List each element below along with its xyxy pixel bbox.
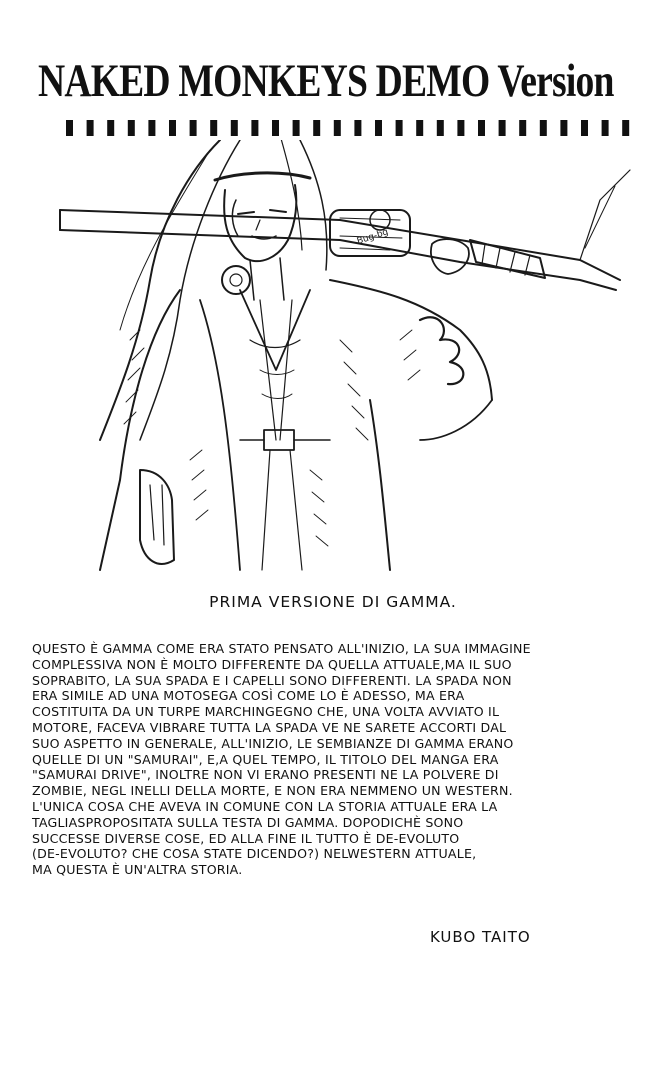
tick-mark (251, 120, 258, 136)
tick-mark (210, 120, 217, 136)
tick-mark (519, 120, 526, 136)
tick-mark (437, 120, 444, 136)
tick-mark (231, 120, 238, 136)
tick-mark (602, 120, 609, 136)
hair (100, 140, 220, 440)
tick-mark (499, 120, 506, 136)
tick-mark (272, 120, 279, 136)
author-signature: KUBO TAITO (430, 928, 531, 946)
sword-blade (60, 210, 620, 280)
tick-mark (457, 120, 464, 136)
decorative-tick-row (66, 117, 646, 141)
glove (140, 470, 174, 564)
belt-buckle (264, 430, 294, 450)
face (224, 185, 296, 261)
tick-mark (540, 120, 547, 136)
tick-mark (581, 120, 588, 136)
tick-mark (293, 120, 300, 136)
sword-engraving: Bug-bg (355, 227, 390, 247)
tick-mark (107, 120, 114, 136)
tick-mark (169, 120, 176, 136)
tick-mark (190, 120, 197, 136)
page-title: NAKED MONKEYS DEMO Version (38, 55, 614, 107)
character-sketch (40, 140, 640, 572)
headband (215, 173, 310, 180)
tick-mark (87, 120, 94, 136)
tick-mark (313, 120, 320, 136)
hand (431, 239, 469, 274)
tick-mark (622, 120, 629, 136)
tick-mark (334, 120, 341, 136)
tick-mark (416, 120, 423, 136)
tick-mark (375, 120, 382, 136)
gamma-sketch-illustration (40, 140, 640, 572)
tick-mark (560, 120, 567, 136)
tick-mark (66, 120, 73, 136)
tick-mark (128, 120, 135, 136)
tick-mark (354, 120, 361, 136)
illustration-caption: PRIMA VERSIONE DI GAMMA. (209, 593, 457, 611)
tick-marks-graphic (66, 117, 646, 141)
tick-mark (478, 120, 485, 136)
tick-mark (396, 120, 403, 136)
body-paragraph: QUESTO È GAMMA COME ERA STATO PENSATO ALL'INIZIO, LA SUA IMMAGINE COMPLESSIVA NON È MOLTO DIFFERENTE DA QUELLA ATTUALE,MA IL SUO SOPRABITO, LA SUA SPADA E I CAPELLI SONO DIFFERENTI. LA SPADA NON ERA SIMILE AD UNA MOTOSEGA COSÌ COME LO È ADESSO, MA ERA COSTITUITA DA UN TURPE MARCHINGEGNO CHE, UNA VOLTA AVVIATO IL MOTORE, FACEVA VIBRARE TUTTA LA SPADA VE NE SARETE ACCORTI DAL SUO ASPETTO IN GENERALE, ALL'INIZIO, LE SEMBIANZE DI GAMMA ERANO QUELLE DI UN "SAMURAI", E,A QUEL TEMPO, IL TITOLO DEL MANGA ERA "SAMURAI DRIVE", INOLTRE NON VI ERANO PRESENTI NE LA POLVERE DI ZOMBIE, NEGL INELLI DELLA MORTE, E NON ERA NEMMENO UN WESTERN. L'UNICA COSA CHE AVEVA IN COMUNE CON LA STORIA ATTUALE ERA LA TAGLIASPROPOSITATA SULLA TESTA DI GAMMA. DOPODICHÈ SONO SUCCESSE DIVERSE COSE, ED ALLA FINE IL TUTTO È DE-EVOLUTO (DE-EVOLUTO? CHE COSA STATE DICENDO?) NELWESTERN ATTUALE, MA QUESTA È UN'ALTRA STORIA. (32, 641, 531, 878)
tick-mark (148, 120, 155, 136)
